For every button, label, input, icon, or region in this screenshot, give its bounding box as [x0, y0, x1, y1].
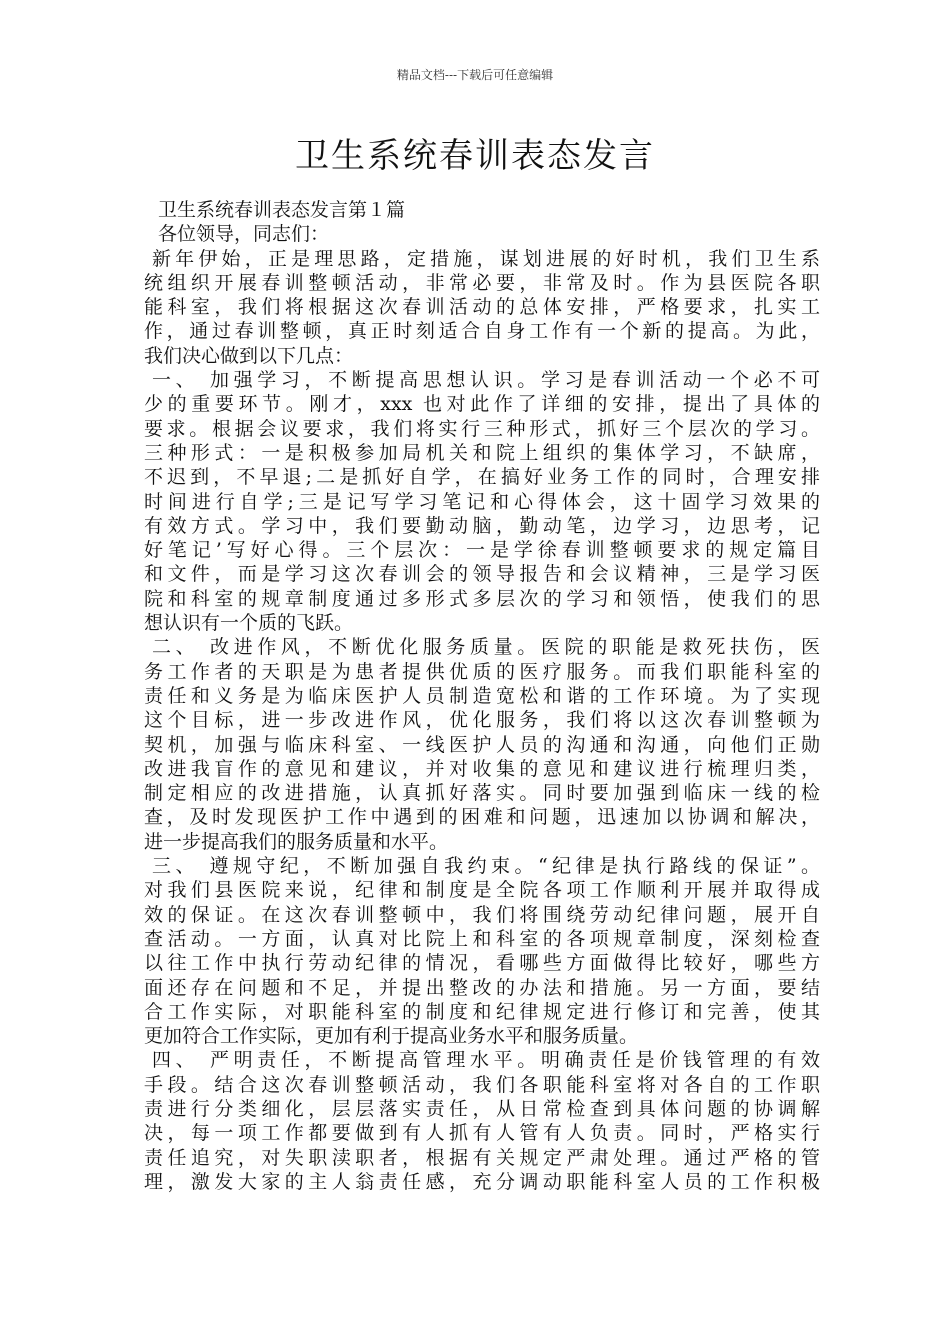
- text-line: 时间进行自学;三是记写学习笔记和心得体会，这十固学习效果的: [144, 490, 820, 513]
- text-line: 改进我盲作的意见和建议，并对收集的意见和建议进行梳理归类，: [144, 757, 820, 780]
- text-line: 合工作实际，对职能科室的制度和纪律规定进行修订和完善，使其: [144, 1000, 820, 1023]
- text-line: 新年伊始，正是理思路，定措施，谋划进展的好时机，我们卫生系: [152, 247, 820, 270]
- text-line: 四、 严明责任，不断提高管理水平。明确责任是价钱管理的有效: [152, 1049, 820, 1072]
- text-line: 务工作者的天职是为患者提供优质的医疗服务。而我们职能科室的: [144, 660, 820, 683]
- text-line: 责进行分类细化，层层落实责任，从日常检查到具体问题的协调解: [144, 1097, 820, 1120]
- text-line: 院和科室的规章制度通过多形式多层次的学习和领悟，使我们的思: [144, 587, 820, 610]
- text-line: 进一步提高我们的服务质量和水平。: [144, 830, 449, 853]
- text-line: 对我们县医院来说，纪律和制度是全院各项工作顺利开展并取得成: [144, 879, 820, 902]
- document-body: [144, 198, 820, 1194]
- text-line: 各位领导，同志们：: [158, 223, 330, 246]
- text-line: 一、 加强学习，不断提高思想认识。学习是春训活动一个必不可: [152, 369, 820, 392]
- text-line: 能科室，我们将根据这次春训活动的总体安排，严格要求，扎实工: [144, 296, 820, 319]
- text-line: 不迟到，不早退;二是抓好自学，在搞好业务工作的同时，合理安排: [144, 466, 820, 489]
- text-line: 这个目标，进一步改进作风，优化服务，我们将以这次春训整顿为: [144, 709, 820, 732]
- text-line: 卫生系统春训表态发言第１篇: [158, 199, 406, 221]
- text-line: 效的保证。在这次春训整顿中，我们将围绕劳动纪律问题，展开自: [144, 903, 820, 926]
- text-line: 统组织开展春训整顿活动，非常必要，非常及时。作为县医院各职: [144, 271, 820, 294]
- text-line: 责任和义务是为临床医护人员制造宽松和谐的工作环境。为了实现: [144, 684, 820, 707]
- text-line: 有效方式。学习中，我们要勤动脑，勤动笔，边学习，边思考，记: [144, 514, 820, 537]
- text-line: 想认识有一个质的飞跃。: [144, 612, 354, 635]
- text-line: 二、 改进作风，不断优化服务质量。医院的职能是救死扶伤，医: [152, 636, 820, 659]
- document-title: 卫生系统春训表态发言: [295, 136, 655, 176]
- text-line: 手段。结合这次春训整顿活动，我们各职能科室将对各自的工作职: [144, 1073, 820, 1096]
- text-line: 我们决心做到以下几点：: [144, 344, 354, 367]
- text-line: 责任追究，对失职渎职者，根据有关规定严肃处理。通过严格的管: [144, 1146, 820, 1169]
- text-line: 以往工作中执行劳动纪律的情况，看哪些方面做得比较好，哪些方: [144, 952, 820, 975]
- text-line: 查，及时发现医护工作中遇到的困难和问题，迅速加以协调和解决，: [144, 806, 820, 829]
- text-line: 制定相应的改进措施，认真抓好落实。同时要加强到临床一线的检: [144, 782, 820, 805]
- text-line: 契机，加强与临床科室、一线医护人员的沟通和沟通，向他们正勋: [144, 733, 820, 756]
- text-line: 三、 遵规守纪，不断加强自我约束。“纪律是执行路线的保证”。: [152, 855, 820, 878]
- text-line: 面还存在问题和不足，并提出整改的办法和措施。另一方面，要结: [144, 976, 820, 999]
- text-line: 少的重要环节。刚才，xxx 也对此作了详细的安排，提出了具体的: [144, 393, 820, 416]
- text-line: 理，激发大家的主人翁责任感，充分调动职能科室人员的工作积极: [144, 1170, 820, 1193]
- page-header: 精品文档---下载后可任意编辑: [396, 68, 554, 82]
- text-line: 作，通过春训整顿，真正时刻适合自身工作有一个新的提高。为此，: [144, 320, 820, 343]
- text-line: 查活动。一方面，认真对比院上和科室的各项规章制度，深刻检查: [144, 927, 820, 950]
- text-line: 好笔记’写好心得。三个层次：一是学徐春训整顿要求的规定篇目: [144, 539, 820, 562]
- text-line: 更加符合工作实际，更加有利于提高业务水平和服务质量。: [144, 1025, 639, 1048]
- text-line: 要求。根据会议要求，我们将实行三种形式，抓好三个层次的学习。: [144, 417, 820, 440]
- text-line: 决，每一项工作都要做到有人抓有人管有人负责。同时，严格实行: [144, 1122, 820, 1145]
- text-line: 和文件，而是学习这次春训会的领导报告和会议精神，三是学习医: [144, 563, 820, 586]
- text-line: 三种形式：一是积极参加局机关和院上组织的集体学习，不缺席，: [144, 441, 820, 464]
